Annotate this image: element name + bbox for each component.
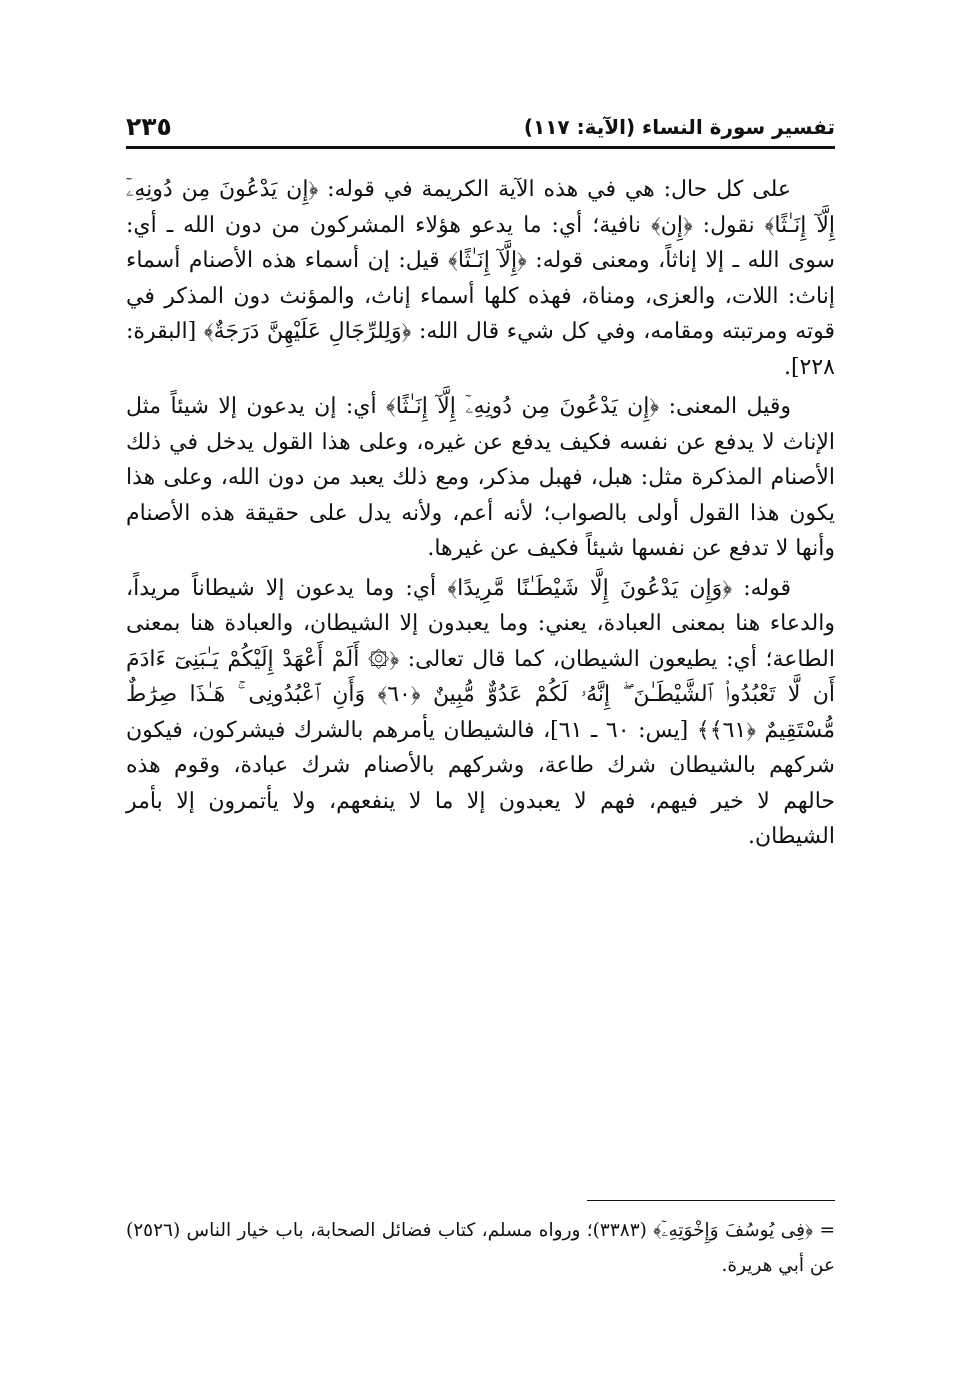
running-title: تفسير سورة النساء (الآية: ١١٧): [523, 115, 835, 139]
footnote: = ﴿فِى يُوسُفَ وَإِخْوَتِهِۦٓ﴾ (٣٣٨٣)؛ ورواه مسلم، كتاب فضائل الصحابة، باب خيار الناس (٢٥٢٦) عن أبي هريرة.: [126, 1220, 835, 1276]
header-rule: [126, 146, 835, 149]
page-number: ٢٣٥: [126, 112, 172, 141]
footnote-separator: [587, 1200, 835, 1201]
paragraph: قوله: ﴿وَإِن يَدْعُونَ إِلَّا شَيْطَـٰنًا مَّرِيدًا﴾ أي: وما يدعون إلا شيطاناً مريداً، والدعاء هنا بمعنى العبادة، يعني: وما يعبدون إلا الشيطان، والعبادة هنا بمعنى الطاعة؛ أي: يطيعون الشيطان، كما قال تعالى: ﴿۞ أَلَمْ أَعْهَدْ إِلَيْكُمْ يَـٰبَنِىٓ ءَادَمَ أَن لَّا تَعْبُدُوا۟ ٱلشَّيْطَـٰنَ ۖ إِنَّهُۥ لَكُمْ عَدُوٌّ مُّبِينٌ ﴿٦٠﴾ وَأَنِ ٱعْبُدُونِى ۚ هَـٰذَا صِرَٰطٌ مُّسْتَقِيمٌ ﴿٦١﴾﴾ [يس: ٦٠ ـ ٦١]، فالشيطان يأمرهم بالشرك فيشركون، فيكون شركهم بالشيطان شرك طاعة، وشركهم بالأصنام شرك عبادة، وقوم هذه حالهم لا خير فيهم، فهم لا يعبدون إلا ما لا ينفعهم، ولا يأتمرون إلا بأمر الشيطان.: [126, 575, 836, 849]
main-text: [126, 172, 835, 859]
paragraph: على كل حال: هي في هذه الآية الكريمة في قوله: ﴿إِن يَدْعُونَ مِن دُونِهِۦٓ إِلَّآ إِنَـٰثًا﴾ نقول: ﴿إِن﴾ نافية؛ أي: ما يدعو هؤلاء المشركون من دون الله ـ أي: سوى الله ـ إلا إناثاً، ومعنى قوله: ﴿إِلَّآ إِنَـٰثًا﴾ قيل: إن أسماء هذه الأصنام أسماء إناث: اللات، والعزى، ومناة، فهذه كلها أسماء إناث، والمؤنث دون المذكر في قوته ومرتبته ومقامه، وفي كل شيء قال الله: ﴿وَلِلرِّجَالِ عَلَيْهِنَّ دَرَجَةٌ﴾ [البقرة: ٢٢٨].: [126, 177, 835, 380]
running-header: [126, 96, 835, 142]
paragraph: وقيل المعنى: ﴿إِن يَدْعُونَ مِن دُونِهِۦٓ إِلَّآ إِنَـٰثًا﴾ أي: إن يدعون إلا شيئاً مثل الإناث لا يدفع عن نفسه فكيف يدفع عن غيره، وعلى هذا القول يدخل في ذلك الأصنام المذكرة مثل: هبل، فهبل مذكر، ومع ذلك يعبد من دون الله، وعلى هذا يكون هذا القول أولى بالصواب؛ لأنه أعم، ولأنه يدل على حقيقة هذه الأصنام وأنها لا تدفع عن نفسها شيئاً فكيف عن غيرها.: [126, 394, 835, 561]
